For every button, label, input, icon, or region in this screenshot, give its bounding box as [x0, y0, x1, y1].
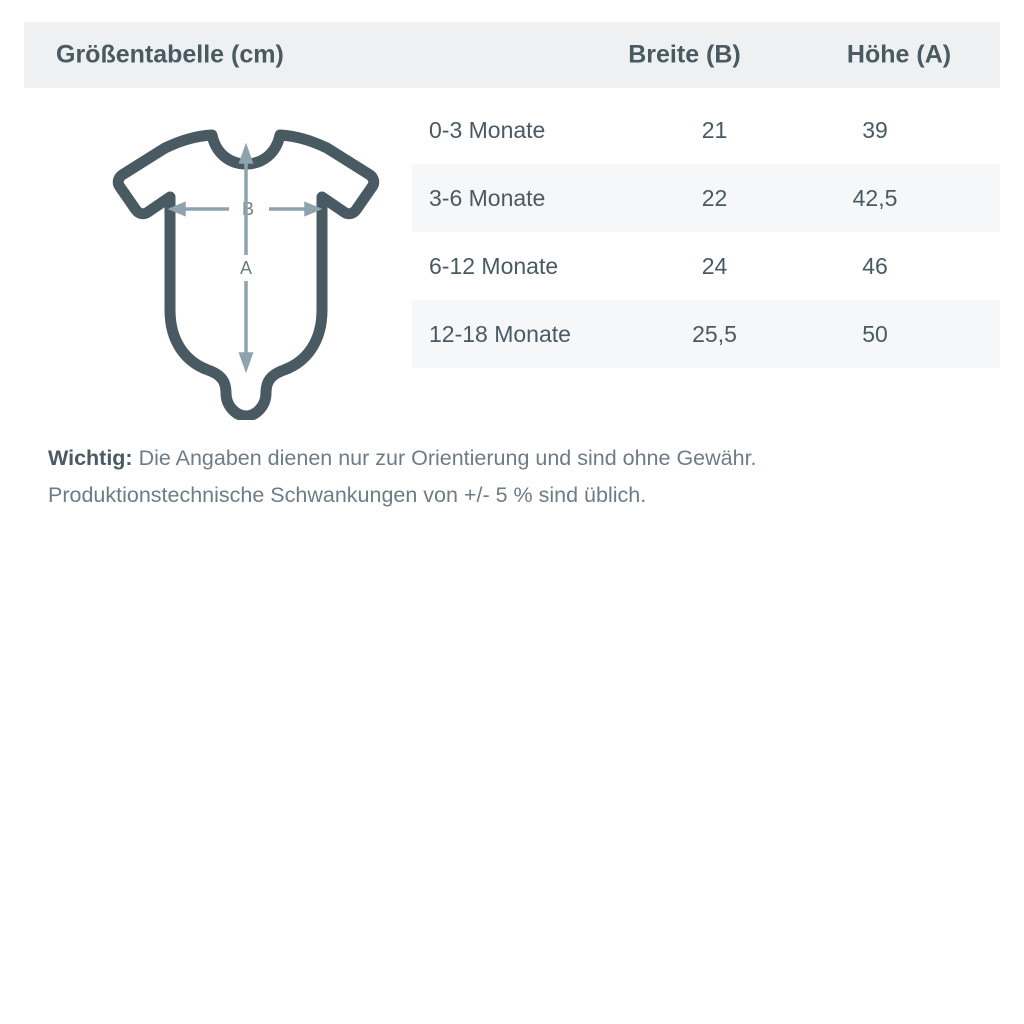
- table-row: [412, 232, 1000, 300]
- cell-height: 39: [862, 116, 888, 143]
- disclaimer-line-1: Die Angaben dienen nur zur Orientierung und sind ohne Gewähr.: [132, 446, 757, 470]
- bodysuit-illustration: [70, 110, 390, 420]
- cell-height: 46: [862, 252, 888, 279]
- page-title: Größentabelle (cm): [56, 40, 284, 69]
- disclaimer-note: [48, 440, 968, 514]
- cell-size: 12-18 Monate: [429, 320, 571, 347]
- column-header-width: Breite (B): [628, 40, 741, 69]
- cell-width: 22: [701, 184, 728, 211]
- size-table: [412, 96, 1000, 368]
- width-label: B: [241, 199, 255, 219]
- disclaimer-line-2: Produktionstechnische Schwankungen von +/- 5 % sind üblich.: [48, 483, 647, 507]
- cell-size: 0-3 Monate: [429, 116, 546, 143]
- table-row: [412, 96, 1000, 164]
- cell-height: 42,5: [852, 184, 898, 211]
- cell-width: 21: [701, 116, 728, 143]
- table-row: [412, 300, 1000, 368]
- cell-size: 6-12 Monate: [429, 252, 559, 279]
- column-header-height: Höhe (A): [846, 40, 952, 69]
- height-label: A: [239, 258, 253, 278]
- cell-width: 25,5: [692, 320, 737, 347]
- cell-size: 3-6 Monate: [429, 184, 546, 211]
- table-row: [412, 164, 1000, 232]
- cell-height: 50: [862, 320, 888, 347]
- cell-width: 24: [701, 252, 728, 279]
- disclaimer-lead: Wichtig:: [48, 446, 133, 470]
- table-header-band: [24, 22, 1000, 88]
